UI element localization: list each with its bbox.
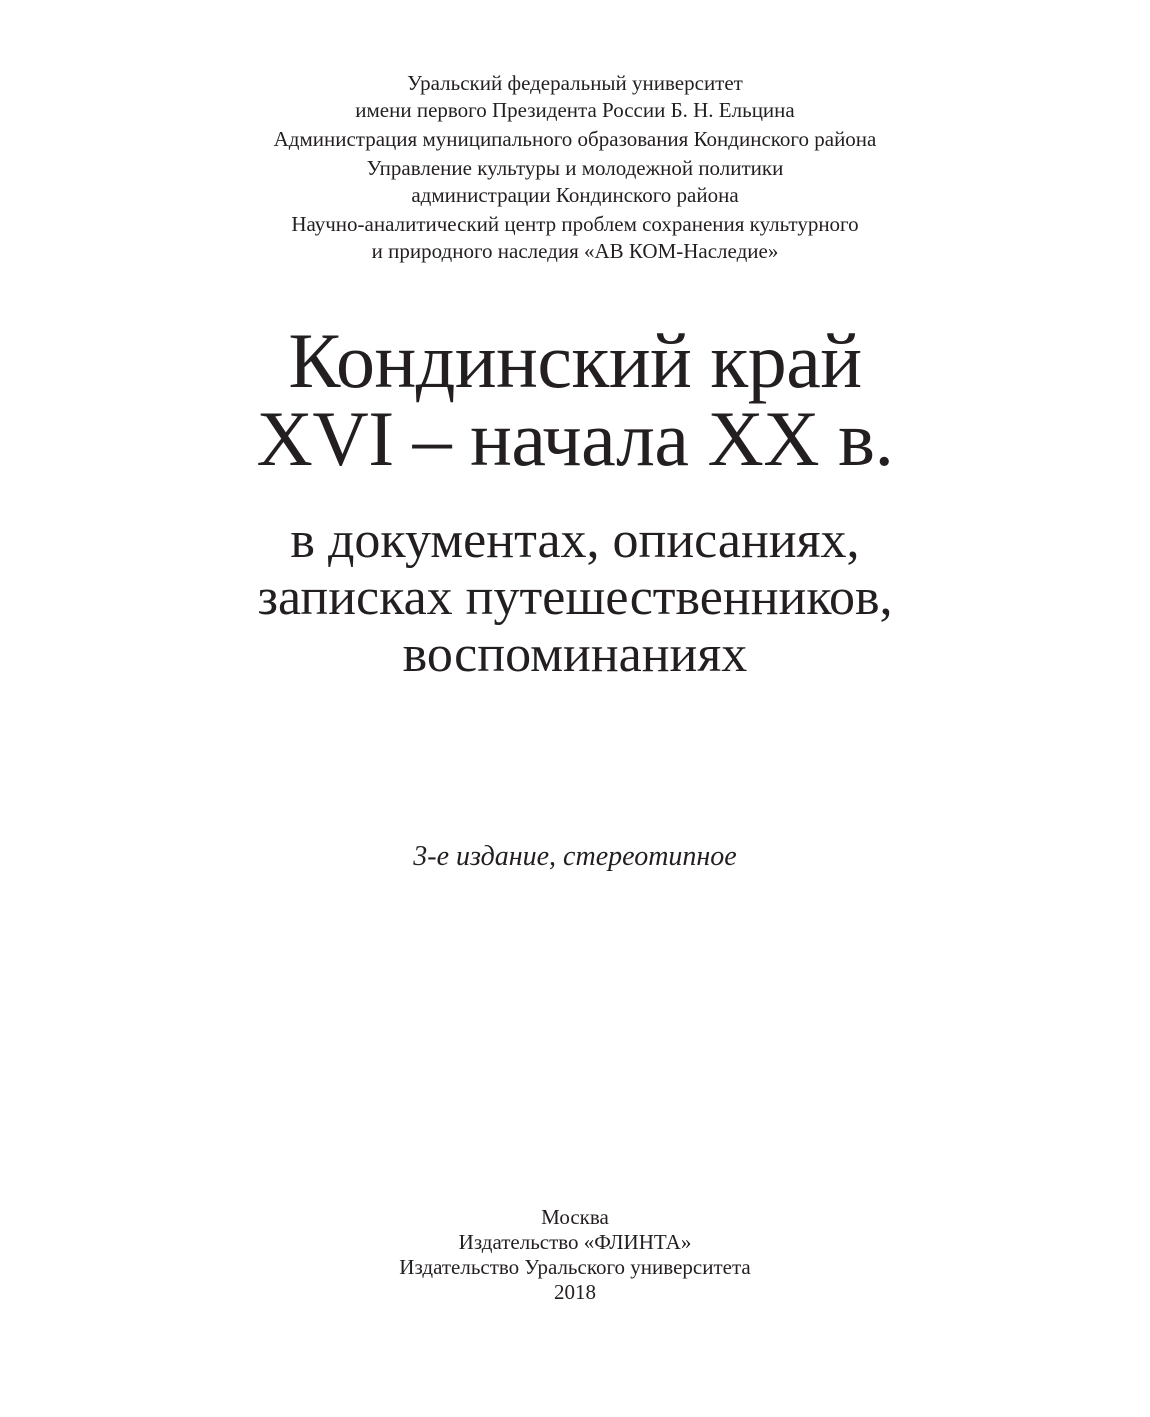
edition-note: 3-е издание, стереотипное [413,841,737,872]
imprint-publisher: Издательство «ФЛИНТА» [458,1230,692,1254]
organization-culture-department [0,155,1150,209]
organization-ural-federal-university [0,70,1150,124]
book-title-line: XVI – начала XX в. [256,395,894,482]
organization-line: Уральский федеральный университет [407,71,743,95]
imprint-publisher: Издательство Уральского университета [399,1255,751,1279]
organization-line: и природного наследия «АВ КОМ-Наследие» [371,239,779,263]
book-subtitle-line: воспоминаниях [402,626,748,683]
book-title [0,317,1150,482]
organization-line: Научно-аналитический центр проблем сохранения культурного [291,212,859,236]
organization-konda-administration [0,126,1150,153]
organizations-block [0,70,1150,265]
book-subtitle [0,512,1150,683]
imprint-block [0,1205,1150,1305]
book-title-line: Кондинский край [288,317,862,404]
book-subtitle-line: в документах, описаниях, [290,512,860,569]
organization-line: Администрация муниципального образования Кондинского района [273,127,877,151]
organization-line: имени первого Президента России Б. Н. Ельцина [355,98,795,122]
imprint-city: Москва [541,1205,609,1229]
organization-line: администрации Кондинского района [411,183,739,207]
book-subtitle-line: записках путешественников, [257,569,893,626]
imprint-year: 2018 [554,1280,596,1304]
organization-heritage-center [0,211,1150,265]
organization-line: Управление культуры и молодежной политики [366,156,784,180]
